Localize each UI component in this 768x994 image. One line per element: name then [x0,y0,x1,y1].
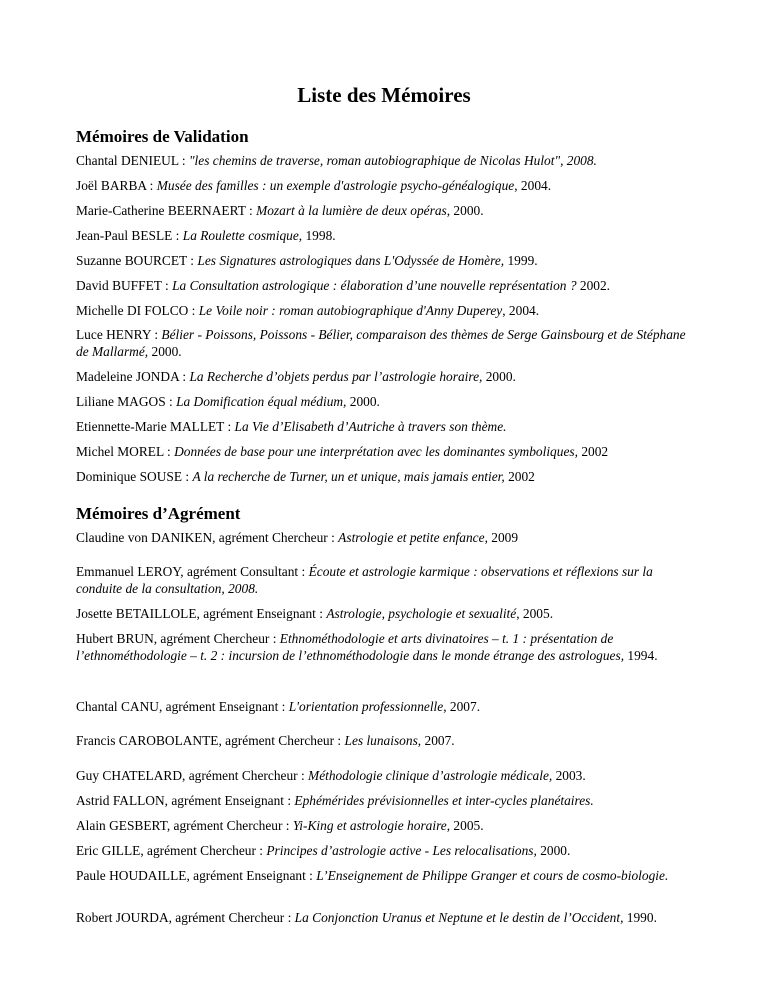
entry-author: Dominique SOUSE : [76,469,193,484]
entry-title: Les lunaisons [344,733,418,748]
entry-author: David BUFFET : [76,278,173,293]
entry-author: Francis CAROBOLANTE, agrément Chercheur : [76,733,345,748]
entry-author: Marie-Catherine BEERNAERT : [76,203,257,218]
list-item [76,418,696,435]
entry-author: Paule HOUDAILLE, agrément Enseignant : [76,868,317,883]
entry-title: Musée des familles : un exemple d'astrologie psycho-généalogique [156,178,515,193]
entry-suffix: , 2004. [502,303,540,318]
entry-suffix: 2002 [504,469,535,484]
entry-suffix: 2000. [346,394,380,409]
entry-title: Astrologie, psychologie et sexualité [326,606,517,621]
entry-author: Alain GESBERT, agrément Chercheur : [76,818,293,833]
list-item [76,767,696,784]
list-item [76,177,696,194]
entry-title: La Consultation astrologique : élaboration d’une nouvelle représentation ? [172,278,577,293]
entry-title: Principes d’astrologie active - Les relocalisations, [266,843,537,858]
entry-author: Michel MOREL : [76,444,175,459]
entry-suffix: , 2005. [446,818,484,833]
entry-suffix: 1999. [504,253,538,268]
entry-title: Écoute et astrologie karmique : observations et réflexions sur la conduite de la consultation, 2008. [76,564,653,596]
entry-author: Suzanne BOURCET : [76,253,198,268]
entry-title: Bélier - Poissons, Poissons - Bélier, comparaison des thèmes de Serge Gainsbourg et de Stéphane de Mallarmé, [76,327,686,359]
list-item [76,909,696,926]
entry-author: Josette BETAILLOLE, agrément Enseignant : [76,606,327,621]
list-item [76,817,696,834]
list-item [76,202,696,219]
list-item [76,443,696,460]
entry-title: L’Enseignement de Philippe Granger et cours de cosmo-biologie. [316,868,669,883]
entry-title: Astrologie et petite enfance [338,530,485,545]
list-item [76,529,696,546]
entry-author: Michelle DI FOLCO : [76,303,199,318]
entry-title: Méthodologie clinique d’astrologie médicale, [308,768,553,783]
entry-suffix: 1998. [302,228,336,243]
list-item [76,605,696,622]
list-item [76,698,696,715]
entry-title: Yi-King et astrologie horaire [292,818,447,833]
section-heading-agrement: Mémoires d’Agrément [76,504,241,523]
entry-suffix: , 2000. [446,203,484,218]
entry-suffix: 2000. [482,369,516,384]
entry-title: La Roulette cosmique, [182,228,303,243]
section-heading-validation: Mémoires de Validation [76,127,249,146]
entry-title: La Recherche d’objets perdus par l’astrologie horaire, [189,369,483,384]
entry-author: Chantal CANU, agrément Enseignant : [76,699,289,714]
entry-title: L'orientation professionnelle [288,699,444,714]
entry-suffix: 2000. [148,344,182,359]
list-item [76,368,696,385]
list-item [76,277,696,294]
entry-suffix: , 2009 [484,530,519,545]
list-item [76,468,696,485]
entry-author: Astrid FALLON, agrément Enseignant : [76,793,295,808]
list-item [76,152,696,169]
list-item [76,867,696,884]
entry-suffix: , 2007. [417,733,455,748]
entry-title: Les Signatures astrologiques dans L'Odyssée de Homère, [197,253,505,268]
entry-author: Liliane MAGOS : [76,394,177,409]
entry-title: La Conjonction Uranus et Neptune et le destin de l’Occident, [294,910,624,925]
entry-suffix: 1990. [623,910,657,925]
entry-author: Emmanuel LEROY, agrément Consultant : [76,564,309,579]
entry-title: Ephémérides prévisionnelles et inter-cycles planétaires. [294,793,594,808]
entry-title: La Vie d’Elisabeth d’Autriche à travers son thème. [234,419,507,434]
entry-author: Eric GILLE, agrément Chercheur : [76,843,267,858]
list-item [76,563,696,597]
list-item [76,393,696,410]
list-item [76,227,696,244]
entry-author: Chantal DENIEUL : [76,153,189,168]
entry-author: Etiennette-Marie MALLET : [76,419,235,434]
entry-title: Données de base pour une interprétation avec les dominantes symboliques, [174,444,578,459]
entry-suffix: 2000. [536,843,571,858]
entry-suffix: 2002 [577,444,609,459]
entry-title: Mozart à la lumière de deux opéras [256,203,447,218]
list-item [76,630,696,664]
list-item [76,302,696,319]
page-title: Liste des Mémoires [297,83,471,107]
entry-suffix: , 2004. [514,178,552,193]
list-item [76,792,696,809]
entry-author: Guy CHATELARD, agrément Chercheur : [76,768,309,783]
list-item [76,252,696,269]
entry-author: Luce HENRY : [76,327,162,342]
entry-suffix: 1994. [624,648,658,663]
entry-author: Robert JOURDA, agrément Chercheur : [76,910,295,925]
entry-suffix: 2003. [552,768,586,783]
entry-author: Hubert BRUN, agrément Chercheur : [76,631,280,646]
entry-title: "les chemins de traverse, roman autobiographique de Nicolas Hulot", 2008. [188,153,597,168]
entry-suffix: , 2007. [443,699,481,714]
list-item [76,842,696,859]
entry-title: Le Voile noir : roman autobiographique d'Anny Duperey [198,303,503,318]
list-item [76,732,696,749]
entry-suffix: 2002. [576,278,611,293]
list-item [76,326,696,360]
entry-author: Madeleine JONDA : [76,369,190,384]
entry-suffix: , 2005. [516,606,554,621]
entry-author: Claudine von DANIKEN, agrément Chercheur : [76,530,339,545]
entry-title: Ethnométhodologie et arts divinatoires – t. 1 : présentation de l’ethnométhodologie – t. 2 : incursion de l’ethnométhodologie dans le monde étrange des astrologues, [76,631,625,663]
entry-title: La Domification équal médium, [176,394,347,409]
entry-author: Jean-Paul BESLE : [76,228,183,243]
entry-author: Joël BARBA : [76,178,157,193]
entry-title: A la recherche de Turner, un et unique, mais jamais entier, [192,469,505,484]
